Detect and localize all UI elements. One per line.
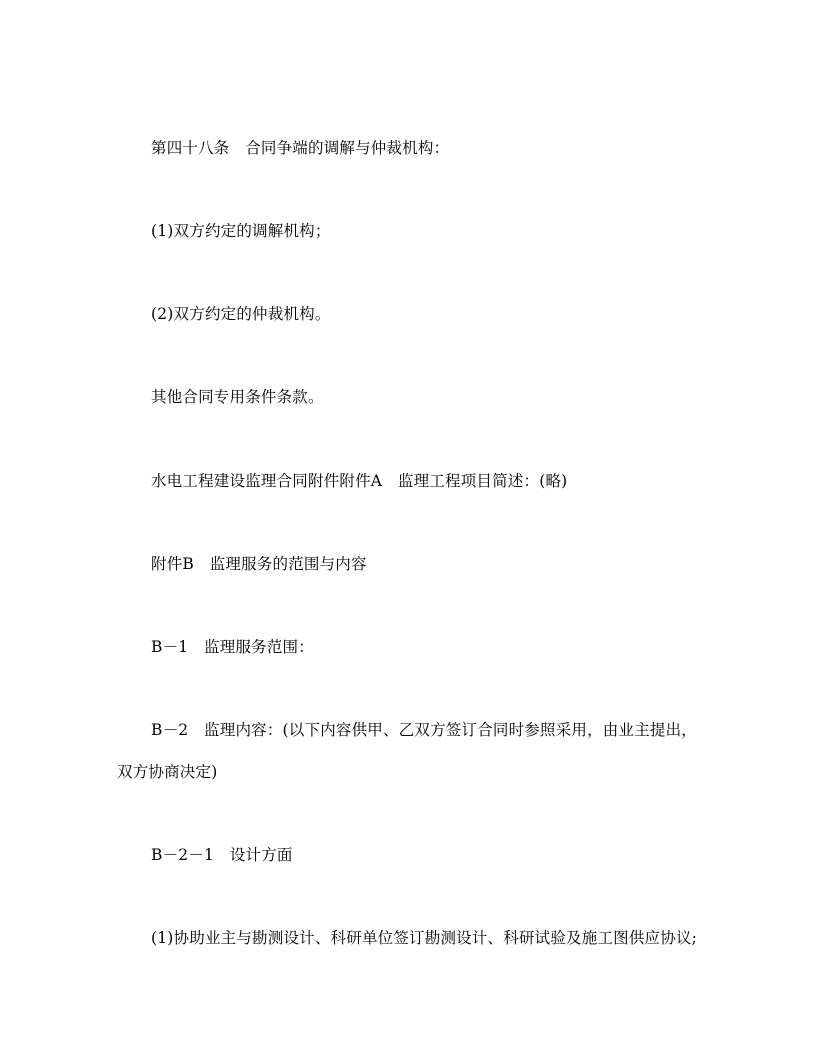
list-item-arbitration: (2)双方约定的仲裁机构。 [151, 305, 331, 323]
design-item-1: (1)协助业主与勘测设计、科研单位签订勘测设计、科研试验及施工图供应协议; [151, 929, 698, 947]
section-b2-paragraph: B－2 监理内容：(以下内容供甲、乙双方签订合同时参照采用，由业主提出， [151, 721, 698, 739]
article-48-heading: 第四十八条 合同争端的调解与仲裁机构： [151, 139, 450, 157]
section-b21-heading: B－2－1 设计方面 [151, 846, 293, 864]
other-terms-paragraph: 其他合同专用条件条款。 [151, 388, 324, 406]
section-b2-paragraph-continued: 双方协商决定) [117, 763, 218, 781]
section-b1-heading: B－1 监理服务范围： [151, 638, 314, 656]
appendix-b-heading: 附件B 监理服务的范围与内容 [151, 555, 367, 573]
list-item-mediation: (1)双方约定的调解机构； [151, 222, 331, 240]
appendix-a-paragraph: 水电工程建设监理合同附件附件A 监理工程项目简述：(略) [151, 472, 568, 490]
